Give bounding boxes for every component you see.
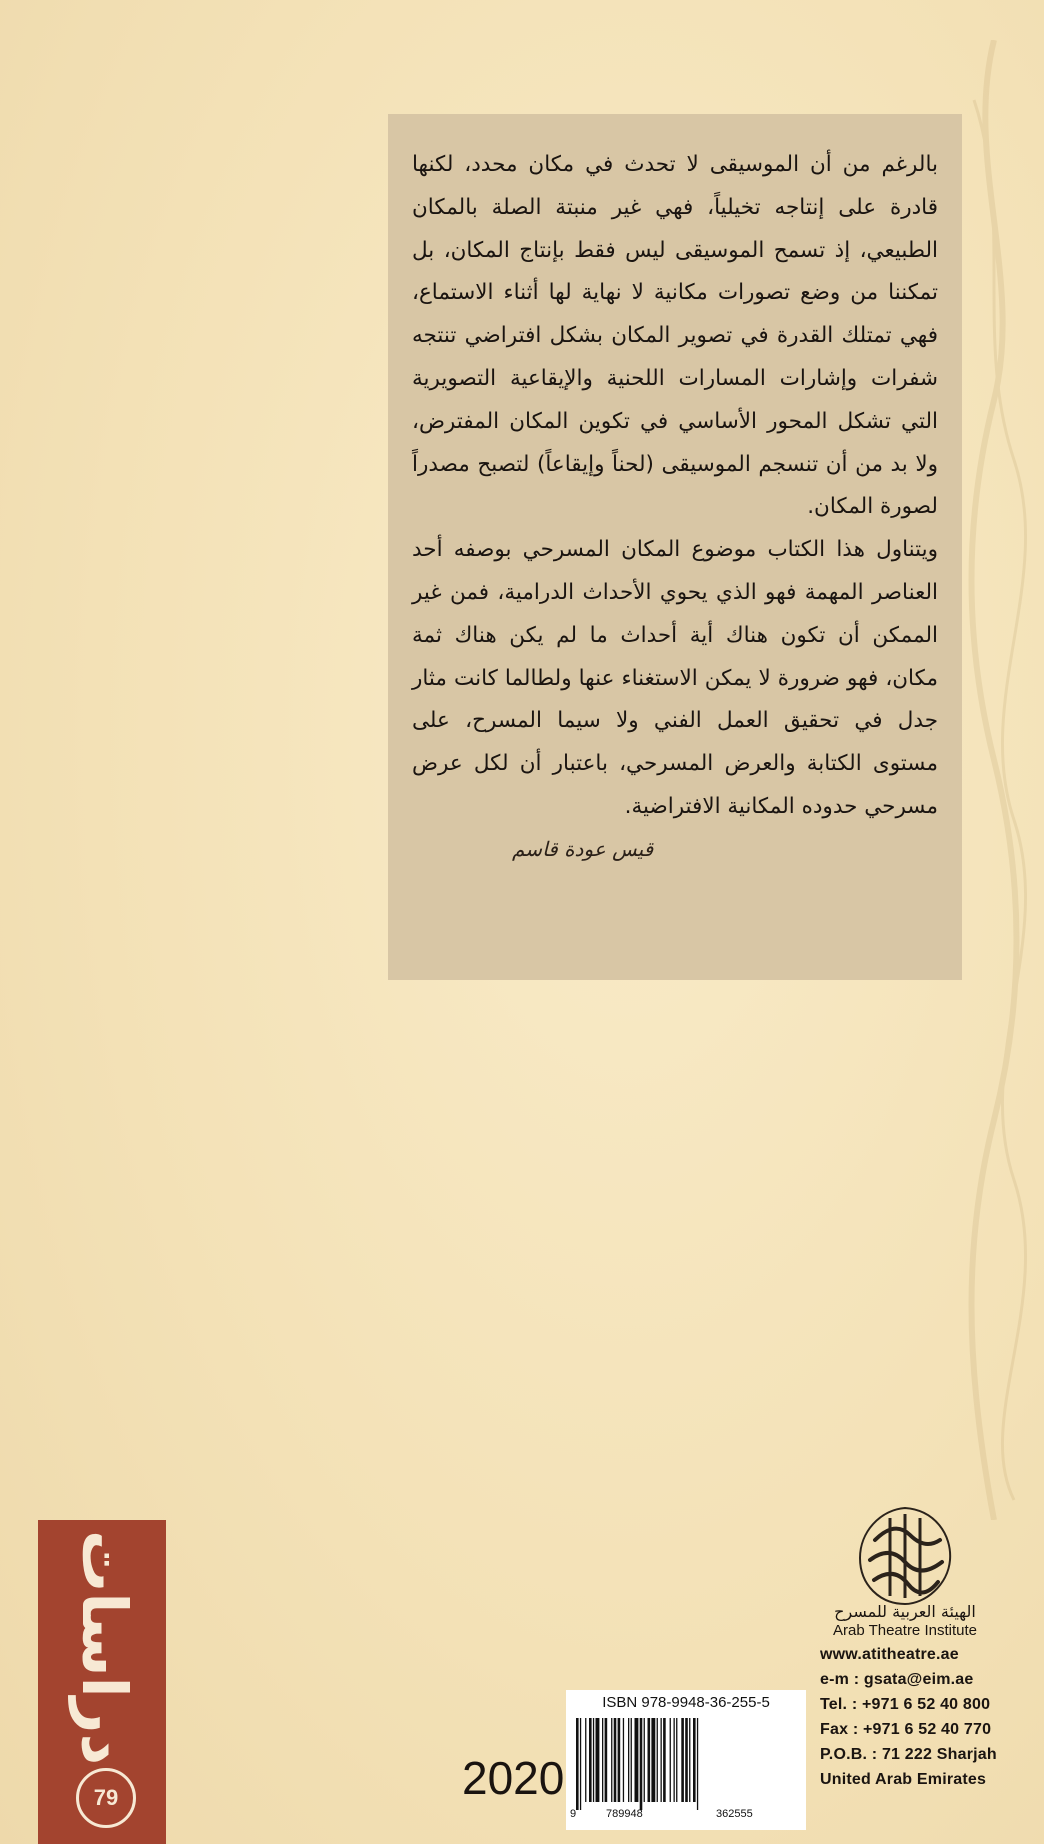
barcode [566,1690,806,1830]
publisher-email: e-m : gsata@eim.ae [820,1671,974,1688]
calligraphy-watermark [954,40,1034,1520]
series-strip [38,1520,166,1844]
institute-logo [850,1500,960,1610]
series-title: دراسات [68,1530,141,1766]
barcode-digits-left: 789948 [606,1808,643,1820]
publisher-fax: Fax : +971 6 52 40 770 [820,1721,992,1738]
publisher-info [820,1602,997,1832]
isbn-text: ISBN 978-9948-36-255-5 [602,1694,770,1711]
publisher-country: United Arab Emirates [820,1771,987,1788]
blurb-box [388,114,962,980]
publisher-website: www.atitheatre.ae [820,1646,959,1663]
publisher-tel: Tel. : +971 6 52 40 800 [820,1696,991,1713]
publisher-pob: P.O.B. : 71 222 Sharjah [820,1746,997,1763]
blurb-paragraph-2: ويتناول هذا الكتاب موضوع المكان المسرحي بوصفه أحد العناصر المهمة فهو الذي يحوي الأحداث الدرامية، فمن غير الممكن أن تكون هناك أية أحداث ما لم يكن هناك ثمة مكان، فهو ضرورة لا يمكن الاستغناء عنها ولطالما كانت مثار جدل في تحقيق العمل الفني ولا سيما المسرح، على مستوى الكتابة والعرض المسرحي، باعتبار أن لكل عرض مسرحي حدوده المكانية الافتراضية. [412,537,938,819]
barcode-digits-right: 362555 [716,1808,753,1820]
blurb-paragraph-1: بالرغم من أن الموسيقى لا تحدث في مكان محدد، لكنها قادرة على إنتاجه تخيلياً، فهي غير منبتة الصلة بالمكان الطبيعي، إذ تسمح الموسيقى ليس فقط بإنتاج المكان، بل تمكننا من وضع تصورات مكانية لا نهاية لها أثناء الاستماع، فهي تمتلك القدرة في تصوير المكان بشكل افتراضي تنتجه شفرات وإشارات المسارات اللحنية والإيقاعية التصويرية التي تشكل المحور الأساسي في تكوين المكان المفترض، ولا بد من أن تنسجم الموسيقى (لحناً وإيقاعاً) لتصبح مصدراً لصورة المكان. [412,152,938,520]
barcode-digits [566,1808,806,1824]
series-number-badge: 79 [76,1768,136,1828]
publisher-name-en: Arab Theatre Institute [833,1622,977,1639]
barcode-bars [576,1718,798,1810]
publisher-name-ar: الهيئة العربية للمسرح [834,1602,976,1621]
publication-year: 2020 [462,1752,565,1804]
barcode-digit-lead: 9 [570,1808,577,1820]
author-signature: قيس عودة قاسم [512,836,654,861]
